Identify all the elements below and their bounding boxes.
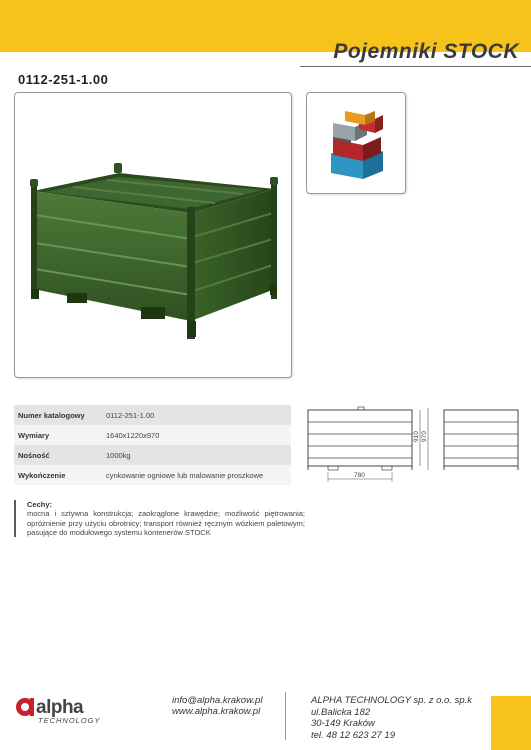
spec-value: 0112-251-1.00 xyxy=(102,405,291,425)
website-link[interactable]: www.alpha.krakow.pl xyxy=(172,706,261,717)
features-block xyxy=(14,500,305,537)
spec-label: Numer katalogowy xyxy=(14,405,102,425)
spec-value: 1000kg xyxy=(102,445,291,465)
features-title: Cechy: xyxy=(27,500,53,509)
spec-row xyxy=(14,445,291,465)
footer-divider xyxy=(285,692,286,740)
company-phone: tel. 48 12 623 27 19 xyxy=(311,729,395,741)
page-title: Pojemniki STOCK xyxy=(333,40,519,63)
email-link[interactable]: info@alpha.krakow.pl xyxy=(172,695,263,706)
stacked-containers-photo xyxy=(306,92,406,194)
features-text: mocna i sztywna konstrukcja; zaokrąglone krawędzie; możliwość piętrowania; opróżnienie przy użyciu obrotnicy; transport również ręcznym wózkiem paletowym; pasujące do modułowego systemu kontenerów STOCK xyxy=(27,509,305,537)
stacked-containers-icon xyxy=(307,93,405,193)
alpha-logo-icon xyxy=(14,691,104,725)
alpha-logo xyxy=(14,691,104,725)
technical-drawing-icon xyxy=(304,404,524,488)
green-container-icon xyxy=(15,93,291,377)
spec-row xyxy=(14,465,291,485)
technical-drawing xyxy=(304,404,524,488)
company-city: 30-149 Kraków xyxy=(311,718,375,729)
product-photo xyxy=(14,92,292,378)
company-address xyxy=(311,695,472,741)
spec-value: cynkowanie ogniowe lub malowanie proszkowe xyxy=(102,465,291,485)
dim-width-label: 780 xyxy=(354,472,365,479)
company-street: ul.Balicka 182 xyxy=(311,706,371,718)
spec-table xyxy=(14,405,291,485)
footer-accent-block xyxy=(491,696,531,750)
spec-label: Nośność xyxy=(14,445,102,465)
dim-height-outer-label: 970 xyxy=(421,431,428,442)
spec-value: 1640x1220x970 xyxy=(102,425,291,445)
spec-label: Wykończenie xyxy=(14,465,102,485)
contact-info xyxy=(172,695,262,717)
logo-subtitle: TECHNOLOGY xyxy=(38,716,101,725)
spec-label: Wymiary xyxy=(14,425,102,445)
title-underline xyxy=(300,66,531,67)
dim-height-inner-label: 910 xyxy=(413,431,420,442)
spec-row xyxy=(14,425,291,445)
logo-wordmark: alpha xyxy=(36,697,84,718)
spec-row xyxy=(14,405,291,425)
company-name: ALPHA TECHNOLOGY sp. z o.o. sp.k xyxy=(311,695,473,706)
catalog-code-heading: 0112-251-1.00 xyxy=(18,72,109,87)
